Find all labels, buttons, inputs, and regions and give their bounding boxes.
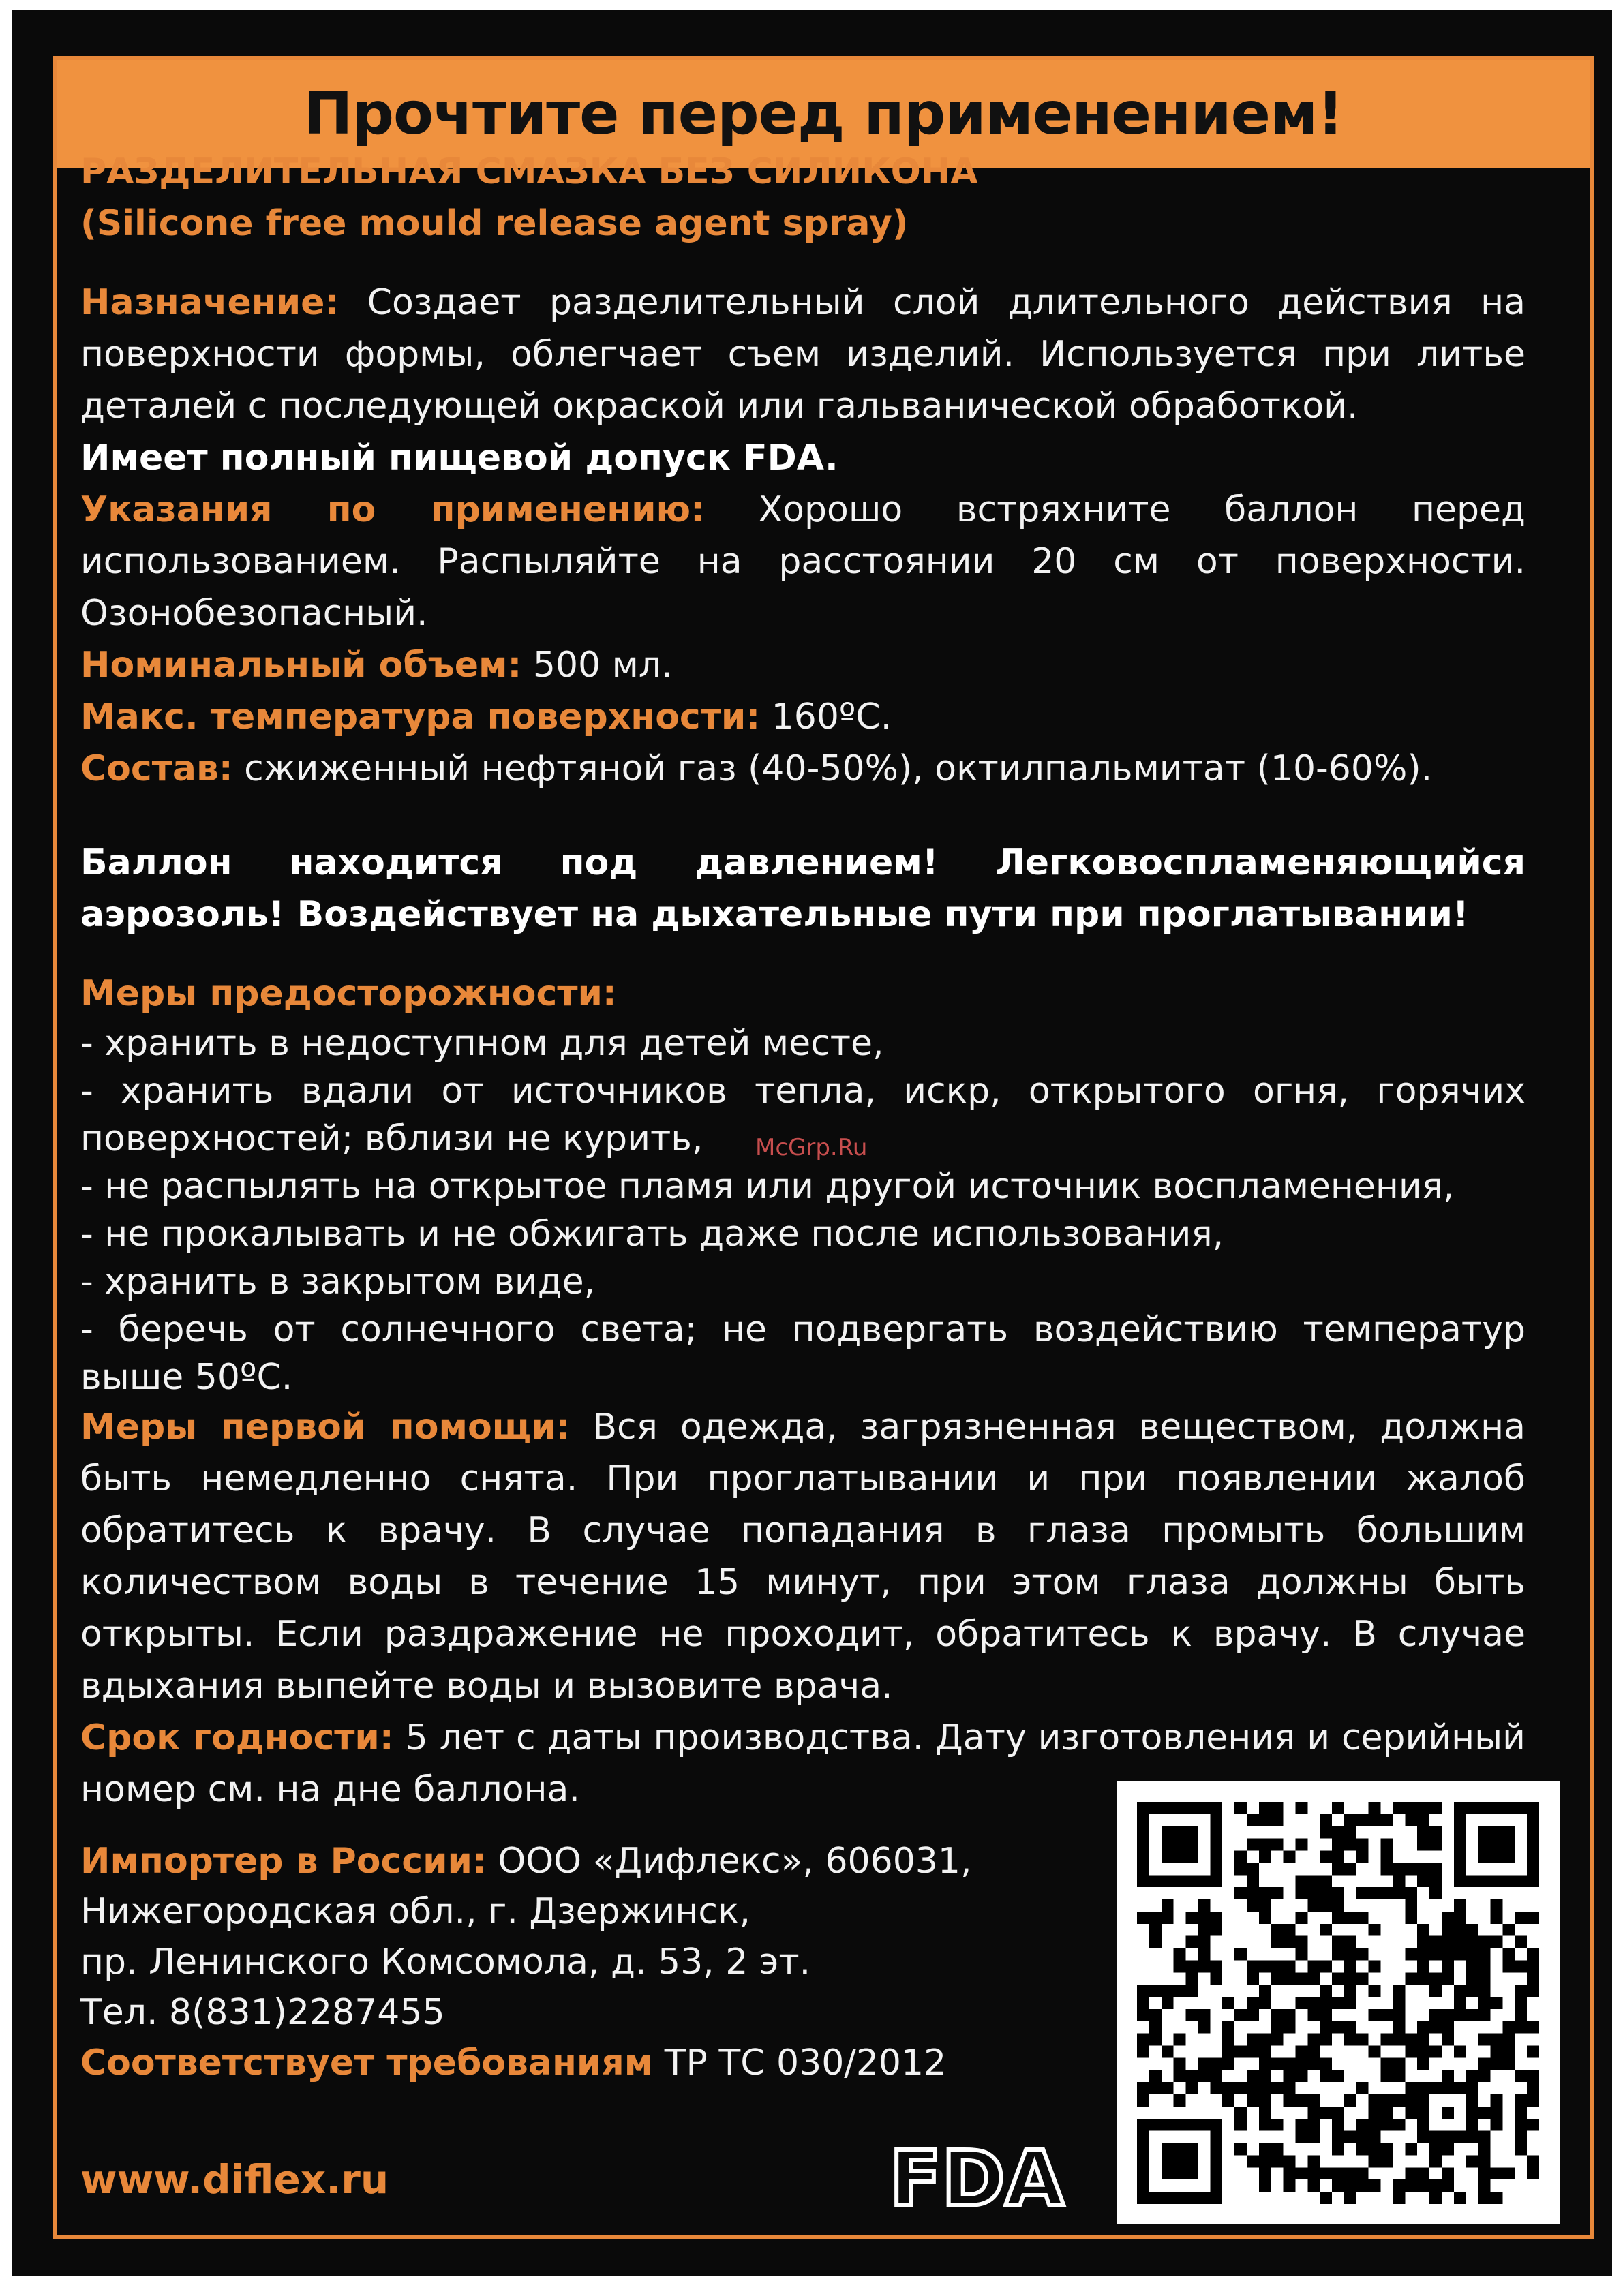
importer-phone: Тел. 8(831)2287455 [80,1992,445,2033]
composition-label: Состав: [80,748,233,789]
usage-section [80,484,1526,639]
precaution-item: - хранить вдали от источников тепла, искр, открытого огня, горячих поверхностей; вблизи не курить, [80,1071,1526,1159]
fda-logo-text: FDA [889,2135,1065,2224]
max-temp-label: Макс. температура поверхности: [80,697,761,737]
qr-code-icon [1137,1802,1539,2204]
banner-title: Прочтите перед применением! [303,80,1344,148]
purpose-text: Создает разделительный слой длительного действия на поверхности формы, облегчает съем изделий. Используется при литье деталей с последующей окраской или гальванической обработкой. [80,282,1526,427]
first-aid-text: Вся одежда, загрязненная веществом, должна быть немедленно снята. При проглатывании и при появлении жалоб обратитесь к врачу. В случае попадания в глаза промыть большим количеством воды в течение 15 минут, при этом глаза должны быть открыты. Если раздражение не проходит, обратитесь к врачу. В случае вдыхания выпейте воды и вызовите врача. [80,1407,1526,1706]
shelf-life-text: 5 лет с даты производства. Дату изготовления и серийный номер см. на дне баллона. [80,1717,1526,1810]
fda-logo [878,2129,1076,2231]
precaution-item: - хранить в закрытом виде, [80,1261,596,1302]
precaution-item: - хранить в недоступном для детей месте, [80,1023,884,1064]
purpose-label: Назначение: [80,282,339,323]
max-temp-text: 160ºС. [760,697,892,737]
website-link[interactable]: www.diflex.ru [80,2156,389,2203]
qr-code[interactable] [1117,1781,1560,2224]
precaution-item: - не распылять на открытое пламя или другой источник воспламенения, [80,1166,1455,1207]
importer-label: Импортер в России: [80,1841,487,1882]
importer-region: Нижегородская обл., г. Дзержинск, [80,1891,750,1932]
product-name-en: (Silicone free mould release agent spray) [80,203,909,244]
precautions-list [80,1020,1526,1401]
watermark: McGrp.Ru [755,1134,868,1161]
fda-note: Имеет полный пищевой допуск FDA. [80,438,838,478]
compliance-line [80,2038,1089,2088]
product-label [12,10,1612,2276]
label-content [80,146,1526,1816]
usage-label: Указания по применению: [80,489,705,530]
first-aid-section [80,1401,1526,1712]
precautions-label: Меры предосторожности: [80,973,617,1014]
precaution-item: - не прокалывать и не обжигать даже после использования, [80,1214,1224,1255]
precaution-item: - беречь от солнечного света; не подвергать воздействию температур выше 50ºС. [80,1309,1526,1398]
purpose-section [80,277,1526,432]
product-name-ru: РАЗДЕЛИТЕЛЬНАЯ СМАЗКА БЕЗ СИЛИКОНА [80,151,978,192]
importer-line1 [80,1836,1089,1886]
pressure-warning: Баллон находится под давлением! Легковоспламеняющийся аэрозоль! Воздействует на дыхательные пути при проглатывании! [80,842,1526,935]
composition-line [80,743,1526,795]
importer-company: ООО «Дифлекс», 606031, [486,1841,972,1882]
importer-street: пр. Ленинского Комсомола, д. 53, 2 эт. [80,1942,811,1983]
usage-text: Хорошо встряхните баллон перед использованием. Распыляйте на расстоянии 20 см от поверхности. Озонобезопасный. [80,489,1526,634]
volume-line [80,639,1526,691]
compliance-label: Соответствует требованиям [80,2042,654,2083]
compliance-text: ТР ТС 030/2012 [653,2042,947,2083]
max-temp-line [80,691,1526,743]
shelf-life-label: Срок годности: [80,1717,394,1758]
composition-text: сжиженный нефтяной газ (40-50%), октилпальмитат (10-60%). [232,748,1433,789]
importer-block [80,1836,1089,2088]
first-aid-label: Меры первой помощи: [80,1407,571,1448]
volume-label: Номинальный объем: [80,645,522,686]
volume-text: 500 мл. [521,645,673,686]
